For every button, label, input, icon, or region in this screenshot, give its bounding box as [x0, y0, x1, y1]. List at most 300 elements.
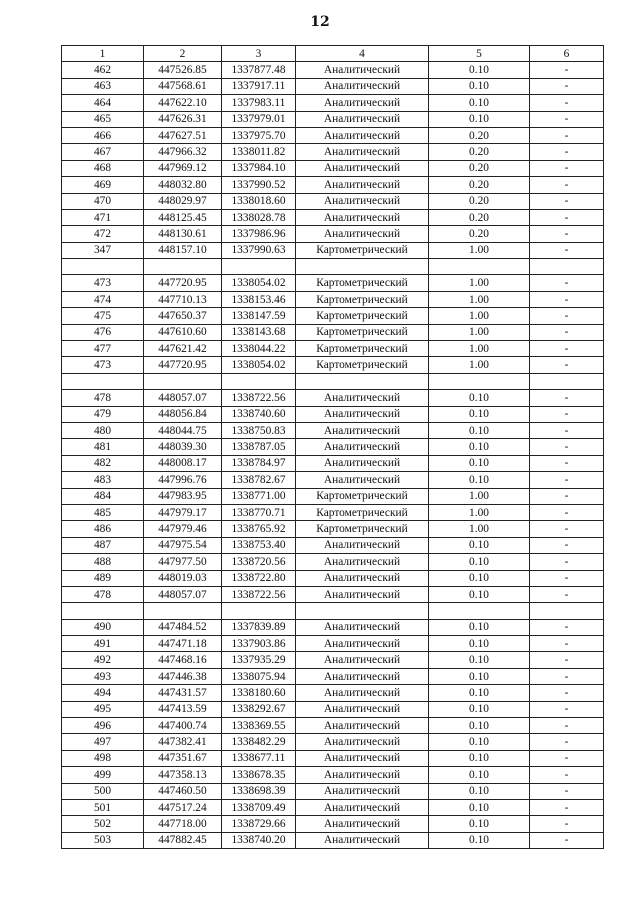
- x-coordinate-cell: [144, 373, 222, 389]
- table-row: [62, 209, 604, 225]
- x-coordinate-cell: 447610.60: [144, 324, 222, 340]
- method-cell: Аналитический: [296, 636, 429, 652]
- y-coordinate-cell: 1338044.22: [222, 341, 296, 357]
- table-row: [62, 685, 604, 701]
- point-number-cell: 492: [62, 652, 144, 668]
- x-coordinate-cell: 447975.54: [144, 537, 222, 553]
- table-row: [62, 308, 604, 324]
- x-coordinate-cell: 447626.31: [144, 111, 222, 127]
- note-cell: -: [530, 308, 604, 324]
- x-coordinate-cell: 447650.37: [144, 308, 222, 324]
- x-coordinate-cell: 448157.10: [144, 242, 222, 258]
- accuracy-cell: 0.10: [429, 78, 530, 94]
- x-coordinate-cell: 448125.45: [144, 209, 222, 225]
- x-coordinate-cell: 447979.46: [144, 521, 222, 537]
- point-number-cell: 476: [62, 324, 144, 340]
- note-cell: -: [530, 455, 604, 471]
- point-number-cell: 499: [62, 767, 144, 783]
- method-cell: Аналитический: [296, 668, 429, 684]
- note-cell: -: [530, 111, 604, 127]
- accuracy-cell: 1.00: [429, 488, 530, 504]
- y-coordinate-cell: 1338770.71: [222, 504, 296, 520]
- method-cell: Картометрический: [296, 504, 429, 520]
- point-number-cell: 484: [62, 488, 144, 504]
- note-cell: -: [530, 504, 604, 520]
- point-number-cell: 501: [62, 799, 144, 815]
- method-cell: Аналитический: [296, 816, 429, 832]
- point-number-cell: 489: [62, 570, 144, 586]
- accuracy-cell: [429, 259, 530, 275]
- method-cell: Аналитический: [296, 209, 429, 225]
- note-cell: -: [530, 816, 604, 832]
- note-cell: -: [530, 357, 604, 373]
- accuracy-cell: 1.00: [429, 341, 530, 357]
- table-row: [62, 291, 604, 307]
- table-row: [62, 62, 604, 78]
- note-cell: -: [530, 406, 604, 422]
- method-cell: [296, 259, 429, 275]
- point-number-cell: 475: [62, 308, 144, 324]
- note-cell: -: [530, 193, 604, 209]
- y-coordinate-cell: 1338677.11: [222, 750, 296, 766]
- table-row: [62, 652, 604, 668]
- x-coordinate-cell: 447977.50: [144, 554, 222, 570]
- y-coordinate-cell: 1338765.92: [222, 521, 296, 537]
- x-coordinate-cell: 447471.18: [144, 636, 222, 652]
- accuracy-cell: 0.10: [429, 734, 530, 750]
- column-header-2: 2: [144, 46, 222, 62]
- table-row: [62, 570, 604, 586]
- y-coordinate-cell: 1338709.49: [222, 799, 296, 815]
- note-cell: -: [530, 832, 604, 848]
- table-row: [62, 242, 604, 258]
- accuracy-cell: 0.20: [429, 177, 530, 193]
- x-coordinate-cell: [144, 603, 222, 619]
- method-cell: Аналитический: [296, 193, 429, 209]
- method-cell: Картометрический: [296, 275, 429, 291]
- point-number-cell: 478: [62, 586, 144, 602]
- method-cell: [296, 373, 429, 389]
- note-cell: -: [530, 734, 604, 750]
- x-coordinate-cell: 447882.45: [144, 832, 222, 848]
- accuracy-cell: 0.10: [429, 62, 530, 78]
- note-cell: -: [530, 554, 604, 570]
- method-cell: Аналитический: [296, 226, 429, 242]
- x-coordinate-cell: 447627.51: [144, 127, 222, 143]
- accuracy-cell: 1.00: [429, 242, 530, 258]
- method-cell: Аналитический: [296, 390, 429, 406]
- accuracy-cell: 0.10: [429, 799, 530, 815]
- y-coordinate-cell: 1338753.40: [222, 537, 296, 553]
- table-row: [62, 718, 604, 734]
- x-coordinate-cell: 447517.24: [144, 799, 222, 815]
- y-coordinate-cell: 1338153.46: [222, 291, 296, 307]
- accuracy-cell: 0.10: [429, 390, 530, 406]
- table-row: [62, 78, 604, 94]
- accuracy-cell: 0.10: [429, 750, 530, 766]
- x-coordinate-cell: 447526.85: [144, 62, 222, 78]
- accuracy-cell: 0.10: [429, 422, 530, 438]
- y-coordinate-cell: 1338011.82: [222, 144, 296, 160]
- method-cell: Аналитический: [296, 685, 429, 701]
- y-coordinate-cell: 1337975.70: [222, 127, 296, 143]
- point-number-cell: 473: [62, 275, 144, 291]
- point-number-cell: 498: [62, 750, 144, 766]
- x-coordinate-cell: 448039.30: [144, 439, 222, 455]
- note-cell: -: [530, 422, 604, 438]
- point-number-cell: 490: [62, 619, 144, 635]
- note-cell: -: [530, 718, 604, 734]
- y-coordinate-cell: 1338147.59: [222, 308, 296, 324]
- x-coordinate-cell: 447996.76: [144, 472, 222, 488]
- accuracy-cell: 1.00: [429, 275, 530, 291]
- y-coordinate-cell: 1338740.60: [222, 406, 296, 422]
- table-row: [62, 455, 604, 471]
- y-coordinate-cell: 1337984.10: [222, 160, 296, 176]
- accuracy-cell: 0.10: [429, 586, 530, 602]
- accuracy-cell: 0.10: [429, 406, 530, 422]
- y-coordinate-cell: 1337877.48: [222, 62, 296, 78]
- y-coordinate-cell: 1337986.96: [222, 226, 296, 242]
- note-cell: -: [530, 636, 604, 652]
- method-cell: Аналитический: [296, 144, 429, 160]
- table-row: [62, 341, 604, 357]
- note-cell: -: [530, 226, 604, 242]
- note-cell: [530, 373, 604, 389]
- y-coordinate-cell: 1337990.52: [222, 177, 296, 193]
- point-number-cell: 493: [62, 668, 144, 684]
- y-coordinate-cell: 1338018.60: [222, 193, 296, 209]
- accuracy-cell: 0.20: [429, 226, 530, 242]
- table-row: [62, 767, 604, 783]
- method-cell: Картометрический: [296, 357, 429, 373]
- point-number-cell: [62, 603, 144, 619]
- note-cell: -: [530, 685, 604, 701]
- method-cell: Аналитический: [296, 718, 429, 734]
- point-number-cell: 497: [62, 734, 144, 750]
- note-cell: -: [530, 586, 604, 602]
- method-cell: Картометрический: [296, 242, 429, 258]
- table-row: [62, 750, 604, 766]
- note-cell: -: [530, 652, 604, 668]
- accuracy-cell: 0.10: [429, 718, 530, 734]
- y-coordinate-cell: 1338740.20: [222, 832, 296, 848]
- accuracy-cell: 1.00: [429, 324, 530, 340]
- note-cell: -: [530, 177, 604, 193]
- method-cell: Аналитический: [296, 537, 429, 553]
- y-coordinate-cell: 1337990.63: [222, 242, 296, 258]
- accuracy-cell: 0.10: [429, 816, 530, 832]
- point-number-cell: 470: [62, 193, 144, 209]
- separator-row: [62, 373, 604, 389]
- point-number-cell: 482: [62, 455, 144, 471]
- y-coordinate-cell: 1337903.86: [222, 636, 296, 652]
- table-row: [62, 439, 604, 455]
- x-coordinate-cell: 447622.10: [144, 95, 222, 111]
- table-row: [62, 799, 604, 815]
- accuracy-cell: [429, 603, 530, 619]
- accuracy-cell: 1.00: [429, 308, 530, 324]
- point-number-cell: 485: [62, 504, 144, 520]
- accuracy-cell: 1.00: [429, 291, 530, 307]
- x-coordinate-cell: 448057.07: [144, 586, 222, 602]
- y-coordinate-cell: 1338722.56: [222, 390, 296, 406]
- column-header-5: 5: [429, 46, 530, 62]
- table-row: [62, 586, 604, 602]
- table-row: [62, 783, 604, 799]
- page-number: 12: [310, 14, 330, 30]
- table-row: [62, 324, 604, 340]
- point-number-cell: [62, 373, 144, 389]
- x-coordinate-cell: 447446.38: [144, 668, 222, 684]
- y-coordinate-cell: 1338678.35: [222, 767, 296, 783]
- method-cell: Картометрический: [296, 521, 429, 537]
- table-row: [62, 357, 604, 373]
- table-row: [62, 488, 604, 504]
- y-coordinate-cell: 1338143.68: [222, 324, 296, 340]
- y-coordinate-cell: 1338698.39: [222, 783, 296, 799]
- x-coordinate-cell: 447358.13: [144, 767, 222, 783]
- x-coordinate-cell: 447720.95: [144, 357, 222, 373]
- point-number-cell: 467: [62, 144, 144, 160]
- table-row: [62, 275, 604, 291]
- accuracy-cell: 1.00: [429, 357, 530, 373]
- accuracy-cell: 0.10: [429, 455, 530, 471]
- point-number-cell: 463: [62, 78, 144, 94]
- column-header-1: 1: [62, 46, 144, 62]
- y-coordinate-cell: [222, 259, 296, 275]
- accuracy-cell: 0.20: [429, 209, 530, 225]
- x-coordinate-cell: 447351.67: [144, 750, 222, 766]
- y-coordinate-cell: 1337979.01: [222, 111, 296, 127]
- accuracy-cell: 0.10: [429, 570, 530, 586]
- accuracy-cell: 0.10: [429, 472, 530, 488]
- note-cell: -: [530, 390, 604, 406]
- separator-row: [62, 603, 604, 619]
- x-coordinate-cell: 447621.42: [144, 341, 222, 357]
- method-cell: Аналитический: [296, 750, 429, 766]
- accuracy-cell: 0.10: [429, 111, 530, 127]
- point-number-cell: 468: [62, 160, 144, 176]
- column-header-4: 4: [296, 46, 429, 62]
- table-row: [62, 193, 604, 209]
- accuracy-cell: 0.10: [429, 619, 530, 635]
- note-cell: -: [530, 701, 604, 717]
- point-number-cell: 502: [62, 816, 144, 832]
- table-row: [62, 160, 604, 176]
- note-cell: -: [530, 127, 604, 143]
- method-cell: Аналитический: [296, 111, 429, 127]
- x-coordinate-cell: 447966.32: [144, 144, 222, 160]
- header-row: [62, 46, 604, 62]
- point-number-cell: 465: [62, 111, 144, 127]
- note-cell: -: [530, 144, 604, 160]
- y-coordinate-cell: 1338028.78: [222, 209, 296, 225]
- method-cell: Аналитический: [296, 406, 429, 422]
- accuracy-cell: 0.10: [429, 554, 530, 570]
- accuracy-cell: 0.10: [429, 767, 530, 783]
- y-coordinate-cell: 1337935.29: [222, 652, 296, 668]
- point-number-cell: 478: [62, 390, 144, 406]
- accuracy-cell: 0.10: [429, 95, 530, 111]
- table-row: [62, 619, 604, 635]
- note-cell: -: [530, 570, 604, 586]
- method-cell: [296, 603, 429, 619]
- y-coordinate-cell: 1338729.66: [222, 816, 296, 832]
- note-cell: -: [530, 750, 604, 766]
- accuracy-cell: 0.10: [429, 701, 530, 717]
- table-row: [62, 226, 604, 242]
- y-coordinate-cell: [222, 603, 296, 619]
- method-cell: Аналитический: [296, 422, 429, 438]
- x-coordinate-cell: 447460.50: [144, 783, 222, 799]
- point-number-cell: 466: [62, 127, 144, 143]
- note-cell: -: [530, 668, 604, 684]
- note-cell: -: [530, 62, 604, 78]
- point-number-cell: 474: [62, 291, 144, 307]
- x-coordinate-cell: 447969.12: [144, 160, 222, 176]
- x-coordinate-cell: 447382.41: [144, 734, 222, 750]
- note-cell: -: [530, 783, 604, 799]
- y-coordinate-cell: 1338180.60: [222, 685, 296, 701]
- coordinates-table: [61, 45, 604, 849]
- table-row: [62, 111, 604, 127]
- x-coordinate-cell: 447568.61: [144, 78, 222, 94]
- table-row: [62, 636, 604, 652]
- accuracy-cell: [429, 373, 530, 389]
- x-coordinate-cell: 447431.57: [144, 685, 222, 701]
- method-cell: Аналитический: [296, 177, 429, 193]
- y-coordinate-cell: 1338054.02: [222, 275, 296, 291]
- point-number-cell: 496: [62, 718, 144, 734]
- accuracy-cell: 0.20: [429, 160, 530, 176]
- y-coordinate-cell: 1338784.97: [222, 455, 296, 471]
- point-number-cell: 480: [62, 422, 144, 438]
- x-coordinate-cell: 447413.59: [144, 701, 222, 717]
- note-cell: -: [530, 799, 604, 815]
- column-header-3: 3: [222, 46, 296, 62]
- point-number-cell: 479: [62, 406, 144, 422]
- note-cell: -: [530, 488, 604, 504]
- point-number-cell: 472: [62, 226, 144, 242]
- method-cell: Аналитический: [296, 95, 429, 111]
- y-coordinate-cell: 1337839.89: [222, 619, 296, 635]
- x-coordinate-cell: 447718.00: [144, 816, 222, 832]
- y-coordinate-cell: 1338722.56: [222, 586, 296, 602]
- accuracy-cell: 0.10: [429, 832, 530, 848]
- x-coordinate-cell: 448057.07: [144, 390, 222, 406]
- method-cell: Аналитический: [296, 619, 429, 635]
- table-row: [62, 734, 604, 750]
- note-cell: -: [530, 537, 604, 553]
- point-number-cell: 495: [62, 701, 144, 717]
- note-cell: [530, 603, 604, 619]
- table-row: [62, 554, 604, 570]
- y-coordinate-cell: 1338771.00: [222, 488, 296, 504]
- x-coordinate-cell: 447979.17: [144, 504, 222, 520]
- point-number-cell: 494: [62, 685, 144, 701]
- point-number-cell: 464: [62, 95, 144, 111]
- point-number-cell: [62, 259, 144, 275]
- x-coordinate-cell: [144, 259, 222, 275]
- table-row: [62, 537, 604, 553]
- y-coordinate-cell: 1337917.11: [222, 78, 296, 94]
- x-coordinate-cell: 448130.61: [144, 226, 222, 242]
- method-cell: Аналитический: [296, 570, 429, 586]
- point-number-cell: 488: [62, 554, 144, 570]
- accuracy-cell: 0.10: [429, 685, 530, 701]
- table-row: [62, 472, 604, 488]
- method-cell: Аналитический: [296, 62, 429, 78]
- method-cell: Аналитический: [296, 78, 429, 94]
- y-coordinate-cell: 1338722.80: [222, 570, 296, 586]
- point-number-cell: 487: [62, 537, 144, 553]
- accuracy-cell: 0.10: [429, 652, 530, 668]
- table-row: [62, 390, 604, 406]
- separator-row: [62, 259, 604, 275]
- accuracy-cell: 1.00: [429, 504, 530, 520]
- note-cell: -: [530, 472, 604, 488]
- table-body: [62, 62, 604, 849]
- y-coordinate-cell: 1338720.56: [222, 554, 296, 570]
- y-coordinate-cell: 1338482.29: [222, 734, 296, 750]
- point-number-cell: 500: [62, 783, 144, 799]
- y-coordinate-cell: 1338054.02: [222, 357, 296, 373]
- note-cell: -: [530, 95, 604, 111]
- accuracy-cell: 0.10: [429, 636, 530, 652]
- table-row: [62, 816, 604, 832]
- y-coordinate-cell: 1338750.83: [222, 422, 296, 438]
- note-cell: -: [530, 324, 604, 340]
- accuracy-cell: 0.20: [429, 127, 530, 143]
- method-cell: Аналитический: [296, 472, 429, 488]
- method-cell: Аналитический: [296, 799, 429, 815]
- x-coordinate-cell: 447710.13: [144, 291, 222, 307]
- point-number-cell: 347: [62, 242, 144, 258]
- point-number-cell: 469: [62, 177, 144, 193]
- note-cell: -: [530, 242, 604, 258]
- method-cell: Аналитический: [296, 455, 429, 471]
- accuracy-cell: 0.10: [429, 783, 530, 799]
- x-coordinate-cell: 448008.17: [144, 455, 222, 471]
- accuracy-cell: 0.10: [429, 668, 530, 684]
- point-number-cell: 486: [62, 521, 144, 537]
- accuracy-cell: 0.10: [429, 537, 530, 553]
- method-cell: Аналитический: [296, 701, 429, 717]
- note-cell: -: [530, 521, 604, 537]
- table-row: [62, 504, 604, 520]
- method-cell: Картометрический: [296, 308, 429, 324]
- method-cell: Аналитический: [296, 767, 429, 783]
- accuracy-cell: 0.20: [429, 193, 530, 209]
- method-cell: Картометрический: [296, 291, 429, 307]
- table-row: [62, 95, 604, 111]
- table-row: [62, 521, 604, 537]
- accuracy-cell: 1.00: [429, 521, 530, 537]
- table-row: [62, 668, 604, 684]
- y-coordinate-cell: 1338369.55: [222, 718, 296, 734]
- method-cell: Аналитический: [296, 832, 429, 848]
- point-number-cell: 462: [62, 62, 144, 78]
- note-cell: -: [530, 78, 604, 94]
- y-coordinate-cell: 1338787.05: [222, 439, 296, 455]
- note-cell: -: [530, 341, 604, 357]
- note-cell: -: [530, 291, 604, 307]
- method-cell: Аналитический: [296, 439, 429, 455]
- x-coordinate-cell: 447400.74: [144, 718, 222, 734]
- x-coordinate-cell: 447484.52: [144, 619, 222, 635]
- y-coordinate-cell: [222, 373, 296, 389]
